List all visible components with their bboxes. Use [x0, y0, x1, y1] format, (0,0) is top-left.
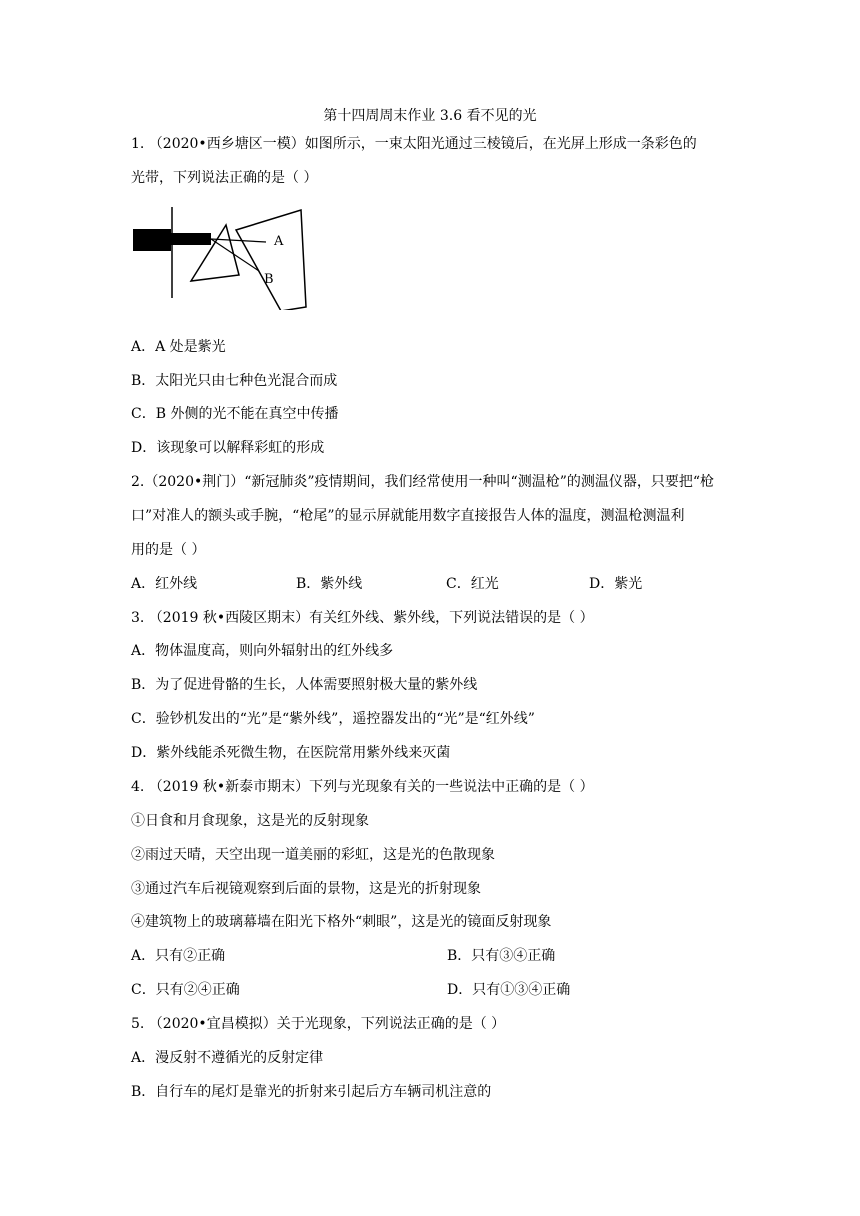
q1-stem-line2: 光带，下列说法正确的是（ ）	[131, 170, 318, 186]
q2-options-row	[131, 574, 771, 594]
q4-option-d: D．只有①③④正确	[447, 982, 571, 998]
q2-stem-line1: 2.（2020•荆门）“新冠肺炎”疫情期间，我们经常使用一种叫“测温枪”的测温仪器，只要把“枪	[131, 474, 715, 490]
ray-to-B	[211, 239, 259, 271]
q4-stem: 4. （2019 秋•新泰市期末）下列与光现象有关的一些说法中正确的是（ ）	[131, 779, 594, 795]
q4-option-c: C．只有②④正确	[131, 982, 240, 998]
q4-statement-3: ③通过汽车后视镜观察到后面的景物，这是光的折射现象	[131, 881, 481, 897]
q4-option-a: A．只有②正确	[131, 948, 226, 964]
q2-option-a: A．红外线	[131, 576, 198, 592]
label-B: B	[264, 272, 274, 287]
q2-stem-line3: 用的是（ ）	[131, 542, 206, 558]
light-beam-slit	[171, 233, 211, 245]
q1-option-c: C．B 外侧的光不能在真空中传播	[131, 406, 339, 422]
q4-statement-4: ④建筑物上的玻璃幕墙在阳光下格外“刺眼”，这是光的镜面反射现象	[131, 914, 552, 930]
q1-stem-line1: 1. （2020•西乡塘区一模）如图所示，一束太阳光通过三棱镜后，在光屏上形成一条彩色的	[131, 136, 697, 152]
q3-option-c: C．验钞机发出的“光”是“紫外线”，遥控器发出的“光”是“红外线”	[131, 711, 535, 727]
q3-option-a: A．物体温度高，则向外辐射出的红外线多	[131, 643, 394, 659]
q5-option-a: A．漫反射不遵循光的反射定律	[131, 1050, 324, 1066]
q2-stem-line2: 口”对准人的额头或手腕，“枪尾”的显示屏就能用数字直接报告人体的温度，测温枪测温利	[131, 508, 685, 524]
q3-option-d: D．紫外线能杀死微生物，在医院常用紫外线来灭菌	[131, 745, 451, 761]
q2-option-c: C．红光	[446, 576, 499, 592]
q4-statement-1: ①日食和月食现象，这是光的反射现象	[131, 813, 369, 829]
q4-statement-2: ②雨过天晴，天空出现一道美丽的彩虹，这是光的色散现象	[131, 847, 495, 863]
q2-option-d: D．紫光	[589, 576, 643, 592]
q1-option-d: D．该现象可以解释彩虹的形成	[131, 440, 325, 456]
ray-to-A	[211, 239, 266, 242]
screen-shape	[236, 210, 306, 310]
light-source-block	[133, 229, 171, 251]
q4-option-b: B．只有③④正确	[447, 948, 556, 964]
q5-stem: 5. （2020•宜昌模拟）关于光现象，下列说法正确的是（ ）	[131, 1016, 506, 1032]
q5-option-b: B．自行车的尾灯是靠光的折射来引起后方车辆司机注意的	[131, 1084, 492, 1100]
q3-stem: 3. （2019 秋•西陵区期末）有关红外线、紫外线，下列说法错误的是（ ）	[131, 610, 594, 626]
prism-figure	[131, 205, 311, 310]
q2-option-b: B．紫外线	[296, 576, 363, 592]
label-A: A	[274, 234, 284, 249]
q1-option-b: B．太阳光只由七种色光混合而成	[131, 373, 338, 389]
q3-option-b: B．为了促进骨骼的生长，人体需要照射极大量的紫外线	[131, 677, 478, 693]
q1-option-a: A．A 处是紫光	[131, 339, 226, 355]
page-title: 第十四周周末作业 3.6 看不见的光	[323, 108, 537, 124]
